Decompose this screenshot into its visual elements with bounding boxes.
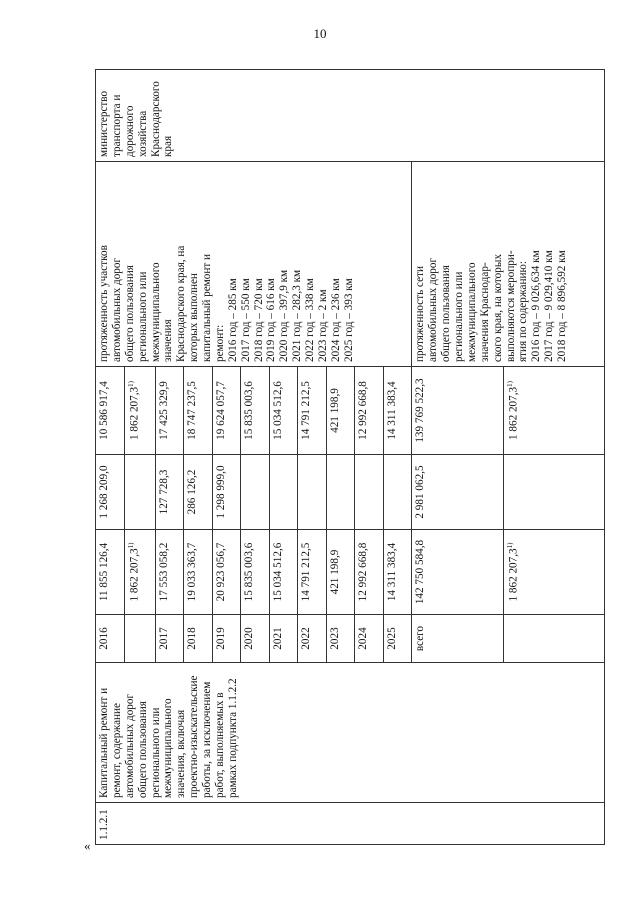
total-value-cell — [504, 530, 605, 615]
indicator-line: 2018 год – 720 км — [252, 278, 265, 362]
regional-value-cell — [298, 367, 327, 455]
regional-value-cell-text: 12 992 668,8 — [357, 381, 370, 440]
year-cell — [298, 615, 327, 663]
federal-value-cell-text: 1 268 209,0 — [98, 465, 110, 519]
federal-value-cell — [269, 455, 298, 530]
indicator-line: общего пользования — [123, 265, 136, 362]
year-cell — [96, 615, 125, 663]
year-cell — [412, 615, 504, 663]
indicator-line: 2016 год – 285 км — [226, 278, 239, 362]
year-cell — [383, 615, 412, 663]
indicator-line: которых выполнен — [188, 273, 201, 362]
regional-value-cell — [241, 367, 270, 455]
table-row — [96, 70, 125, 845]
year-cell — [326, 615, 355, 663]
indicator-line: ятия по содержанию: — [517, 261, 530, 362]
federal-value-cell-text: 127 728,3 — [157, 469, 170, 515]
year-cell-text: 2020 — [243, 627, 256, 650]
year-cell-text: 2024 — [357, 627, 370, 650]
regional-value-cell-text: 15 835 003,6 — [243, 381, 256, 440]
opening-quote-mark: « — [84, 838, 91, 853]
total-value-cell — [184, 530, 213, 615]
activity-cell — [96, 663, 605, 803]
indicator-line: 2022 год – 338 км — [304, 278, 316, 362]
regional-value-cell-text: 14 791 212,5 — [300, 381, 313, 440]
total-value-cell-text: 142 750 584,8 — [414, 539, 427, 605]
indicator-line: 2017 год – 550 км — [239, 278, 252, 362]
indicator-line: автомобильных дорог — [110, 257, 123, 362]
indicator-line: протяженность сети — [414, 265, 427, 362]
total-value-cell-text: 1 862 207,3 — [128, 548, 141, 602]
total-value-cell-text: 421 198,9 — [328, 549, 341, 595]
total-value-cell — [355, 530, 384, 615]
federal-value-cell — [96, 455, 125, 530]
indicator-line: 2021 год – 282,3 км — [291, 269, 304, 362]
total-value-cell-text: 1 862 207,3 — [507, 548, 520, 602]
regional-value-cell — [155, 367, 184, 455]
indicator-line: автомобильных дорог — [427, 257, 440, 362]
table-body — [96, 70, 605, 845]
indicator-line: межмуниципального — [149, 262, 162, 362]
footnote-marker: 1) — [126, 381, 135, 387]
indicator-line: 2019 год – 616 км — [265, 278, 278, 362]
federal-value-cell — [184, 455, 213, 530]
regional-value-cell-text: 421 198,9 — [328, 388, 341, 433]
regional-value-cell-text: 1 862 207,3 — [507, 386, 520, 440]
year-cell — [124, 615, 155, 663]
year-cell — [241, 615, 270, 663]
total-value-cell — [212, 530, 241, 615]
indicator-line: общего пользования — [440, 265, 453, 362]
indicator-line: регионального или — [136, 271, 149, 362]
federal-value-cell — [212, 455, 241, 530]
regional-value-cell-text: 14 311 383,4 — [385, 381, 398, 440]
footnote-marker: 1) — [506, 542, 515, 549]
year-cell — [355, 615, 384, 663]
year-cell — [504, 615, 605, 663]
indicator-line: 2024 год – 236 км — [329, 278, 342, 362]
federal-value-cell-text: 286 126,2 — [186, 469, 199, 515]
federal-value-cell — [155, 455, 184, 530]
regional-value-cell — [124, 367, 155, 455]
year-cell-text: 2021 — [271, 627, 284, 650]
row-code-cell-text: 1.1.2.1 — [98, 809, 110, 840]
regional-value-cell-text: 1 862 207,3 — [128, 386, 141, 440]
rotated-table-container — [95, 70, 605, 845]
year-cell — [155, 615, 184, 663]
footnote-marker: 1) — [126, 542, 135, 549]
federal-value-cell — [298, 455, 327, 530]
indicator-line: регионального или — [453, 271, 466, 362]
federal-value-cell-text: 1 298 999,0 — [214, 465, 227, 519]
year-cell-text: 2017 — [157, 627, 170, 650]
federal-value-cell — [504, 455, 605, 530]
year-cell-text: 2025 — [385, 627, 398, 650]
regional-value-cell-text: 18 747 237,5 — [186, 381, 199, 440]
indicator-line: значения — [162, 319, 175, 362]
total-value-cell — [124, 530, 155, 615]
total-value-cell-text: 12 992 668,8 — [357, 542, 370, 602]
indicator-line: капитальный ремонт и — [201, 253, 213, 362]
regional-value-cell — [383, 367, 412, 455]
regional-value-cell — [269, 367, 298, 455]
executor-text: министерство транспорта и дорожного хозяйства Краснодарского края — [98, 81, 175, 157]
indicator-cell-maintenance — [412, 162, 605, 367]
regional-value-cell — [326, 367, 355, 455]
indicator-line: значения Краснодар- — [478, 262, 491, 362]
program-table — [95, 69, 605, 845]
total-value-cell — [241, 530, 270, 615]
year-cell-text: 2019 — [214, 627, 227, 650]
indicator-line: 2016 год – 9 026,634 км — [530, 250, 543, 362]
year-cell-text: 2016 — [98, 627, 110, 650]
total-value-cell-text: 20 923 056,7 — [214, 542, 227, 602]
federal-value-cell — [412, 455, 504, 530]
federal-value-cell — [355, 455, 384, 530]
federal-value-cell — [241, 455, 270, 530]
indicator-line: протяженность участков — [98, 245, 110, 362]
indicator-line: межмуниципального — [465, 262, 478, 362]
total-value-cell — [412, 530, 504, 615]
total-value-cell-text: 15 835 003,6 — [243, 542, 256, 602]
executor-cell — [96, 70, 605, 162]
indicator-line: ского края, на которых — [491, 254, 504, 362]
federal-value-cell — [383, 455, 412, 530]
regional-value-cell-text: 19 624 057,7 — [214, 381, 227, 440]
regional-value-cell — [184, 367, 213, 455]
year-cell-text: всего — [414, 625, 427, 652]
total-value-cell-text: 14 311 383,4 — [385, 542, 398, 602]
regional-value-cell-text: 10 586 917,4 — [98, 381, 110, 440]
indicator-line: Краснодарского края, на — [175, 245, 188, 362]
total-value-cell — [155, 530, 184, 615]
page-number: 10 — [313, 26, 327, 41]
indicator-line: ремонт: — [213, 324, 226, 362]
indicator-line: 2025 год – 393 км — [342, 278, 355, 362]
regional-value-cell-text: 139 769 522,3 — [414, 378, 427, 443]
regional-value-cell — [355, 367, 384, 455]
total-value-cell — [298, 530, 327, 615]
total-value-cell — [96, 530, 125, 615]
regional-value-cell — [212, 367, 241, 455]
total-value-cell — [326, 530, 355, 615]
row-code-cell — [96, 803, 605, 845]
federal-value-cell — [326, 455, 355, 530]
total-value-cell-text: 11 855 126,4 — [98, 542, 110, 602]
regional-value-cell — [504, 367, 605, 455]
indicator-line: 2017 год – 9 029,410 км — [543, 250, 556, 362]
total-value-cell-text: 17 553 058,2 — [157, 542, 170, 602]
year-cell — [184, 615, 213, 663]
year-cell-text: 2022 — [300, 627, 313, 650]
year-cell-text: 2018 — [186, 627, 199, 650]
indicator-line: выполняются меропри- — [504, 250, 517, 362]
indicator-line: 2020 год – 397,9 км — [278, 269, 291, 362]
total-value-cell-text: 15 034 512,6 — [271, 542, 284, 602]
federal-value-cell-text: 2 981 062,5 — [414, 465, 427, 519]
total-value-cell-text: 19 033 363,7 — [186, 542, 199, 602]
indicator-cell-repair — [96, 162, 412, 367]
indicator-line: 2018 год – 8 896,592 км — [556, 250, 569, 362]
year-cell — [269, 615, 298, 663]
total-value-cell — [269, 530, 298, 615]
federal-value-cell — [124, 455, 155, 530]
total-value-cell-text: 14 791 212,5 — [300, 542, 313, 602]
indicator-line: 2023 год – 2 км — [316, 289, 329, 362]
regional-value-cell-text: 17 425 329,9 — [157, 381, 170, 440]
total-value-cell — [383, 530, 412, 615]
activity-text: Капитальный ремонт и ремонт, содержание автомобильных дорог общего пользования регионального или межмуниципального значения, включая проектно-изыскательские работы, за исключением работ, выполняемых в рамках подпункта 1.1.2.2 — [98, 675, 239, 798]
regional-value-cell — [96, 367, 125, 455]
footnote-marker: 1) — [506, 381, 515, 387]
year-cell — [212, 615, 241, 663]
regional-value-cell-text: 15 034 512,6 — [271, 381, 284, 440]
year-cell-text: 2023 — [328, 627, 341, 650]
regional-value-cell — [412, 367, 504, 455]
